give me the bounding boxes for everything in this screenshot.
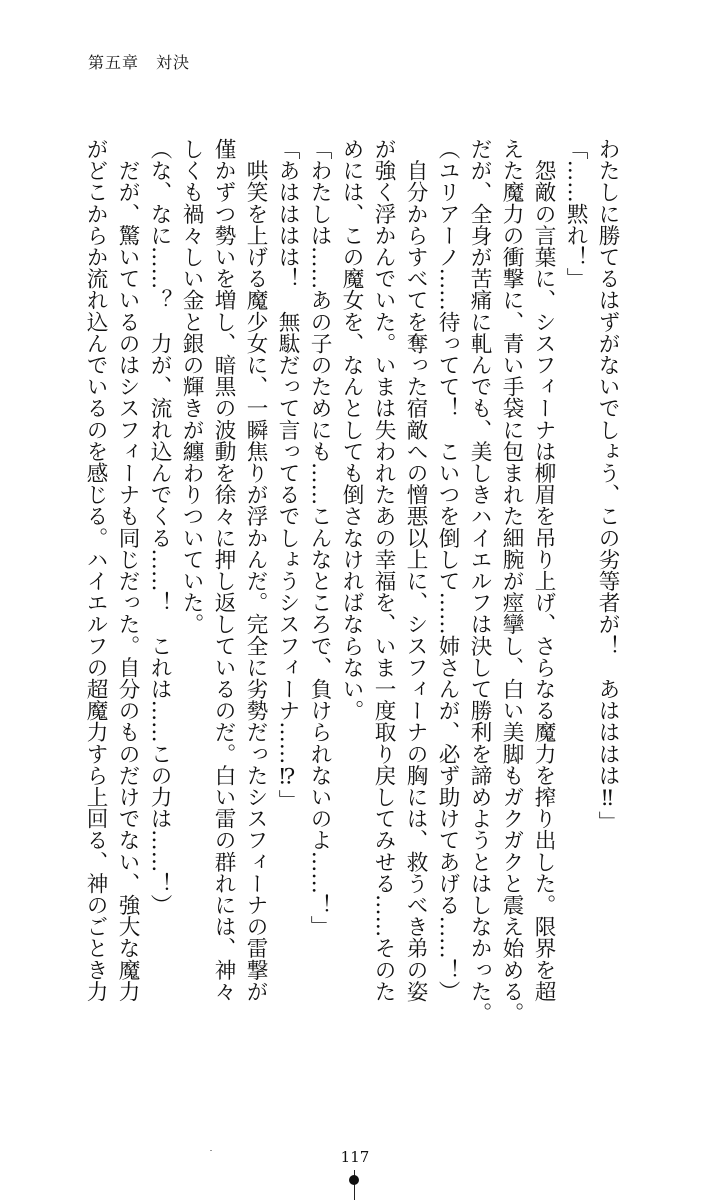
text-line: えた魔力の衝撃に、青い手袋に包まれた細腕が痙攣し、白い美脚もガクガクと震え始める。: [499, 138, 524, 1024]
text-line: 「あはははは！ 無駄だって言ってるでしょうシスフィーナ……⁉」: [275, 138, 300, 811]
body-text: [79, 138, 623, 1024]
text-line: 怨敵の言葉に、シスフィーナは柳眉を吊り上げ、さらなる魔力を搾り出した。限界を超: [531, 138, 556, 1002]
text-line: （な、なに……？ 力が、流れ込んでくる……！ これは……この力は……！）: [147, 138, 172, 916]
bookmark-bead-decoration: [349, 1175, 359, 1185]
text-line: 「わたしは……あの子のためにも……こんなところで、負けられないのよ……！」: [307, 138, 332, 938]
text-line: 僅かずつ勢いを増し、暗黒の波動を徐々に押し返しているのだ。白い雷の群れには、神々: [211, 138, 236, 1002]
text-line: 自分からすべてを奪った宿敵への憎悪以上に、シスフィーナの胸には、救うべき弟の姿: [403, 138, 428, 1002]
text-line: わたしに勝てるはずがないでしょう、この劣等者が！ あはははは‼」: [595, 138, 620, 833]
text-line: めには、この魔女を、なんとしても倒さなければならない。: [339, 138, 364, 722]
text-line: が強く浮かんでいた。いまは失われたあの幸福を、いま一度取り戻してみせる……そのた: [371, 138, 396, 1002]
text-line: がどこからか流れ込んでいるのを感じる。ハイエルフの超魔力すら上回る、神のごとき力: [83, 138, 108, 1002]
text-line: 哄笑を上げる魔少女に、一瞬焦りが浮かんだ。完全に劣勢だったシスフィーナの雷撃が: [243, 138, 268, 1002]
text-line: だが、全身が苦痛に軋んでも、美しきハイエルフは決して勝利を諦めようとはしなかった。: [467, 138, 492, 1024]
text-line: （ユリアーノ……待ってて！ こいつを倒して……姉さんが、必ず助けてあげる……！）: [435, 138, 460, 1002]
text-line: だが、驚いているのはシスフィーナも同じだった。自分のものだけでない、強大な魔力: [115, 138, 140, 1002]
text-line: 「……黙れ！」: [563, 138, 588, 290]
page-number: 117: [340, 1148, 370, 1166]
text-line: しくも禍々しい金と銀の輝きが纏わりついていた。: [179, 138, 204, 635]
chapter-header: 第五章 対決: [88, 53, 191, 72]
print-speck: [210, 1150, 212, 1151]
